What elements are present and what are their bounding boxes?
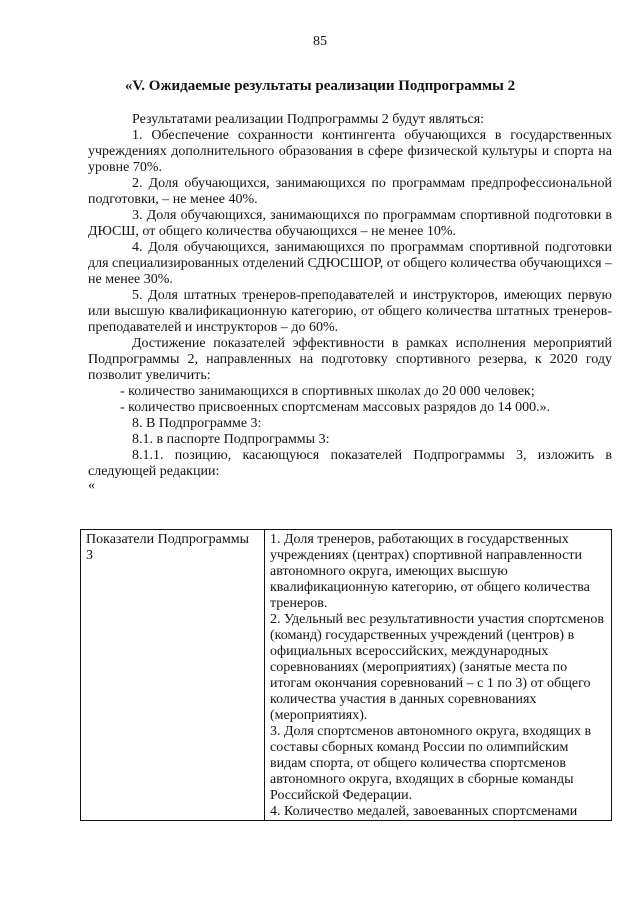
table-row xyxy=(81,530,612,821)
page-number: 85 xyxy=(313,34,327,49)
amendment-item-8-1: 8.1. в паспорте Подпрограммы 3: xyxy=(132,432,330,447)
amendment-item-8-1-1: 8.1.1. позицию, касающуюся показателей Подпрограммы 3, изложить в следующей редакции: xyxy=(88,448,612,479)
amendment-item-8: 8. В Подпрограмме 3: xyxy=(132,416,262,431)
increase-item-2: - количество присвоенных спортсменам массовых разрядов до 14 000.». xyxy=(120,400,551,415)
result-item-4: 4. Доля обучающихся, занимающихся по программам спортивной подготовки для специализированных отделений СДЮСШОР, от общего количества обучающихся – не менее 30%. xyxy=(88,240,613,287)
section-heading: «V. Ожидаемые результаты реализации Подпрограммы 2 xyxy=(124,78,516,94)
result-item-1: 1. Обеспечение сохранности контингента обучающихся в государственных учреждениях дополнительного образования в сфере физической культуры и спорта на уровне 70%. xyxy=(88,128,612,175)
indicator-2: 2. Удельный вес результативности участия спортсменов (команд) государственных учреждений (центров) в официальных всероссийских, международных соревнованиях (мероприятиях) (занятые места по итогам окончания соревнований – с 1 по 3) от общего количества участия в данных соревнованиях (мероприятиях). xyxy=(270,612,604,723)
achievement-paragraph: Достижение показателей эффективности в рамках исполнения мероприятий Подпрограммы 2, направленных на подготовку спортивного резерва, к 2020 году позволит увеличить: xyxy=(88,336,612,383)
intro-paragraph: Результатами реализации Подпрограммы 2 будут являться: xyxy=(132,112,485,127)
indicators-table xyxy=(80,529,612,821)
table-indicators-cell xyxy=(265,530,612,821)
table-label-cell xyxy=(81,530,265,821)
result-item-5: 5. Доля штатных тренеров-преподавателей и инструкторов, имеющих первую или высшую квалификационную категорию, от общего количества штатных тренеров-преподавателей и инструкторов – до 60%. xyxy=(88,288,612,335)
indicator-4: 4. Количество медалей, завоеванных спортсменами xyxy=(270,804,578,819)
table-label: Показатели Подпрограммы 3 xyxy=(86,532,250,563)
indicator-1: 1. Доля тренеров, работающих в государственных учреждениях (центрах) спортивной направленности автономного округа, имеющих высшую квалификационную категорию, от общего количества тренеров. xyxy=(270,532,590,611)
increase-item-1: - количество занимающихся в спортивных школах до 20 000 человек; xyxy=(120,384,535,399)
result-item-2: 2. Доля обучающихся, занимающихся по программам предпрофессиональной подготовки, – не менее 40%. xyxy=(88,176,612,207)
open-quote: « xyxy=(88,478,95,493)
result-item-3: 3. Доля обучающихся, занимающихся по программам спортивной подготовки в ДЮСШ, от общего количества обучающихся – не менее 10%. xyxy=(88,208,612,239)
document-body xyxy=(88,112,612,492)
indicator-3: 3. Доля спортсменов автономного округа, входящих в составы сборных команд России по олимпийским видам спорта, от общего количества спортсменов автономного округа, входящих в сборные команды Российской Федерации. xyxy=(270,724,592,803)
